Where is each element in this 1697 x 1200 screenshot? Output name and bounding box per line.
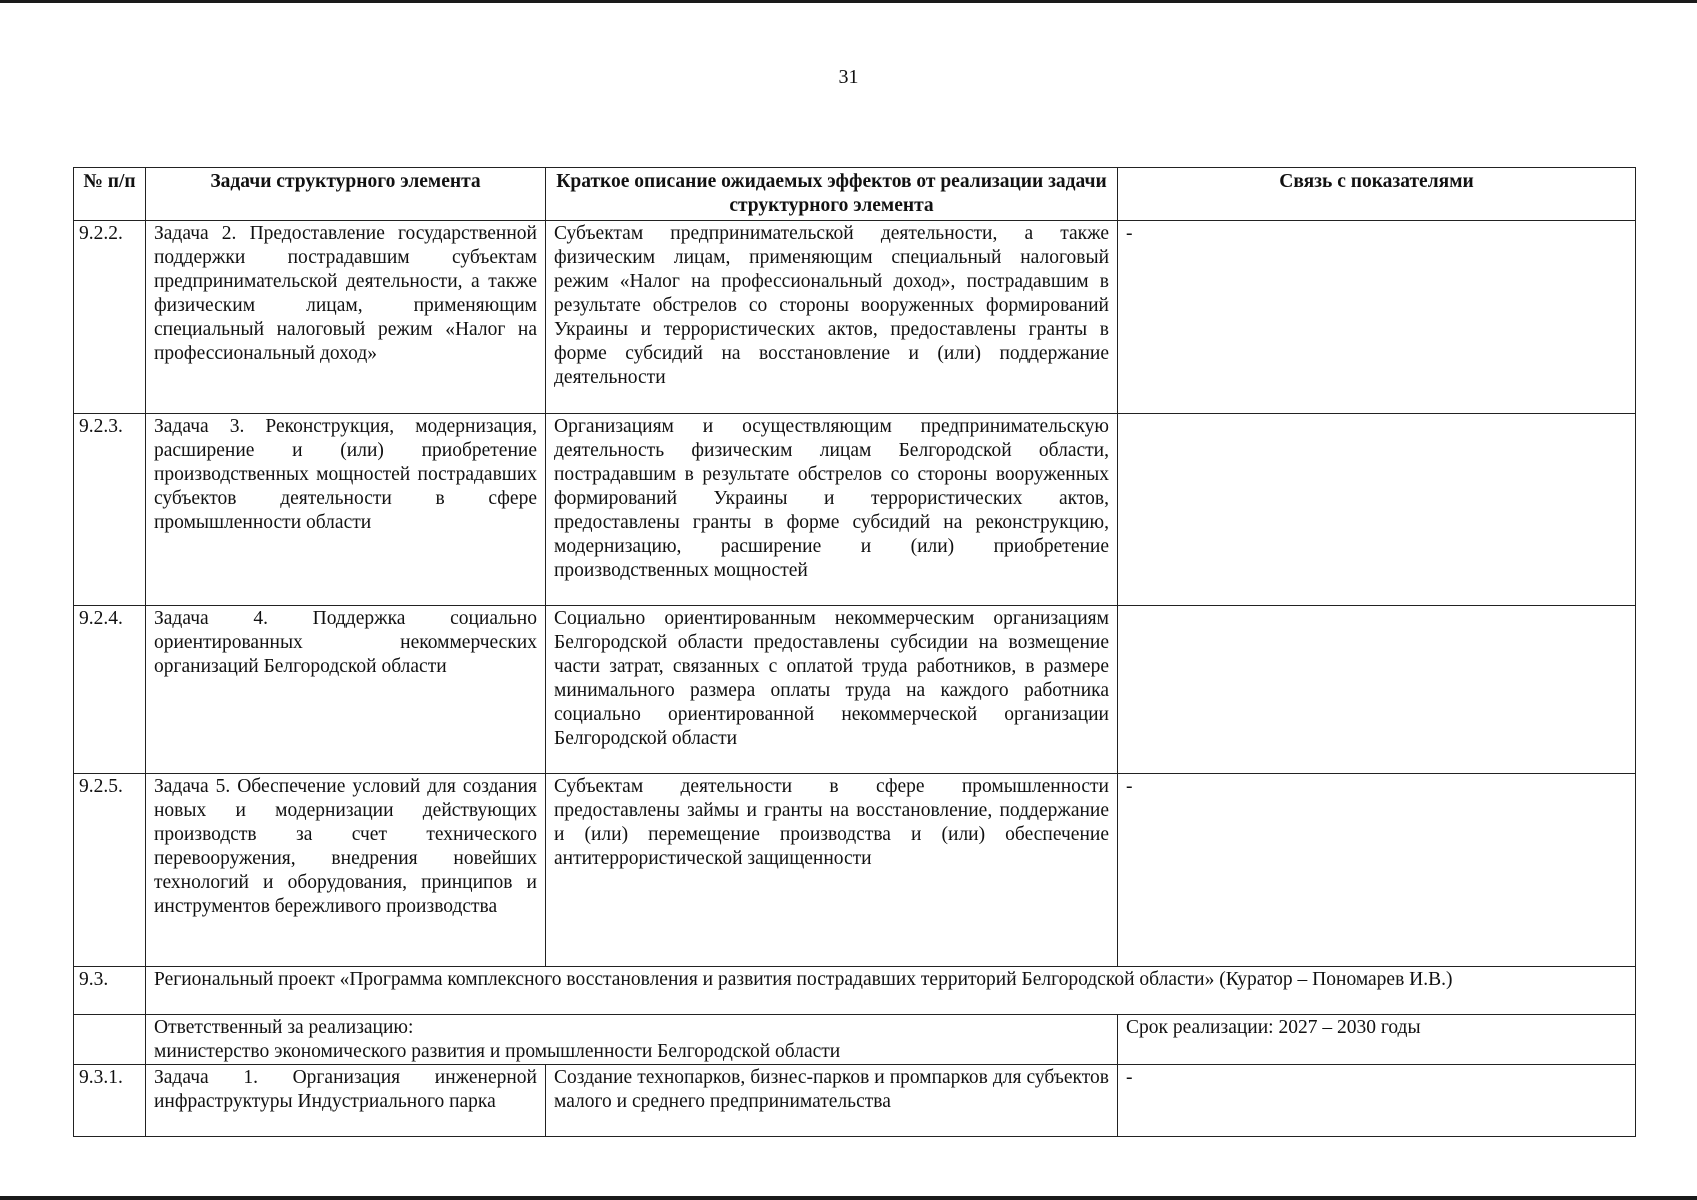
project-responsible: [146, 1015, 1118, 1065]
scan-bottom-border: [0, 1196, 1697, 1200]
row-link: -: [1118, 221, 1636, 414]
row-link: -: [1118, 774, 1636, 967]
row-task: Задача 1. Организация инженерной инфраструктуры Индустриального парка: [146, 1065, 546, 1137]
responsible-value: министерство экономического развития и промышленности Белгородской области: [154, 1041, 841, 1062]
row-effect: Субъектам деятельности в сфере промышленности предоставлены займы и гранты на восстановление, поддержание и (или) перемещение производства и (или) обеспечение антитеррористической защищенности: [546, 774, 1118, 967]
row-link: [1118, 414, 1636, 606]
row-num: 9.2.5.: [74, 774, 146, 967]
table-row: [74, 1065, 1636, 1137]
table-row: [74, 774, 1636, 967]
project-title: Региональный проект «Программа комплексного восстановления и развития пострадавших территорий Белгородской области» (Куратор – Пономарев И.В.): [146, 967, 1636, 1015]
table-header-row: [74, 168, 1636, 221]
project-num-empty: [74, 1015, 146, 1065]
table-row: [74, 414, 1636, 606]
table-row: [74, 606, 1636, 774]
page-number: 31: [838, 66, 859, 88]
header-effects: Краткое описание ожидаемых эффектов от реализации задачи структурного элемента: [546, 168, 1118, 221]
row-effect: Создание технопарков, бизнес-парков и промпарков для субъектов малого и среднего предпринимательства: [546, 1065, 1118, 1137]
header-num: № п/п: [74, 168, 146, 221]
row-link: [1118, 606, 1636, 774]
project-num: 9.3.: [74, 967, 146, 1015]
row-num: 9.2.3.: [74, 414, 146, 606]
row-effect: Субъектам предпринимательской деятельности, а также физическим лицам, применяющим специальный налоговый режим «Налог на профессиональный доход», пострадавшим в результате обстрелов со стороны вооруженных формирований Украины и террористических актов, предоставлены гранты в форме субсидий на восстановление и (или) поддержание деятельности: [546, 221, 1118, 414]
row-task: Задача 2. Предоставление государственной поддержки пострадавшим субъектам предпринимательской деятельности, а также физическим лицам, применяющим специальный налоговый режим «Налог на профессиональный доход»: [146, 221, 546, 414]
scan-top-border: [0, 0, 1697, 3]
row-num: 9.2.2.: [74, 221, 146, 414]
row-link: -: [1118, 1065, 1636, 1137]
table-row: [74, 221, 1636, 414]
row-num: 9.3.1.: [74, 1065, 146, 1137]
header-tasks: Задачи структурного элемента: [146, 168, 546, 221]
row-task: Задача 4. Поддержка социально ориентированных некоммерческих организаций Белгородской области: [146, 606, 546, 774]
project-term: Срок реализации: 2027 – 2030 годы: [1118, 1015, 1636, 1065]
project-title-row: [74, 967, 1636, 1015]
row-task: Задача 5. Обеспечение условий для создания новых и модернизации действующих производств за счет технического перевооружения, внедрения новейших технологий и оборудования, принципов и инструментов бережливого производства: [146, 774, 546, 967]
project-responsible-row: [74, 1015, 1636, 1065]
row-effect: Социально ориентированным некоммерческим организациям Белгородской области предоставлены субсидии на возмещение части затрат, связанных с оплатой труда работников, в размере минимального размера оплаты труда на каждого работника социально ориентированной некоммерческой организации Белгородской области: [546, 606, 1118, 774]
row-task: Задача 3. Реконструкция, модернизация, расширение и (или) приобретение производственных мощностей пострадавших субъектов деятельности в сфере промышленности области: [146, 414, 546, 606]
structural-elements-table: [73, 167, 1636, 1137]
header-link: Связь с показателями: [1118, 168, 1636, 221]
row-effect: Организациям и осуществляющим предпринимательскую деятельность физическим лицам Белгородской области, пострадавшим в результате обстрелов со стороны вооруженных формирований Украины и террористических актов, предоставлены гранты в форме субсидий на реконструкцию, модернизацию, расширение и (или) приобретение производственных мощностей: [546, 414, 1118, 606]
responsible-label: Ответственный за реализацию:: [154, 1017, 414, 1038]
row-num: 9.2.4.: [74, 606, 146, 774]
